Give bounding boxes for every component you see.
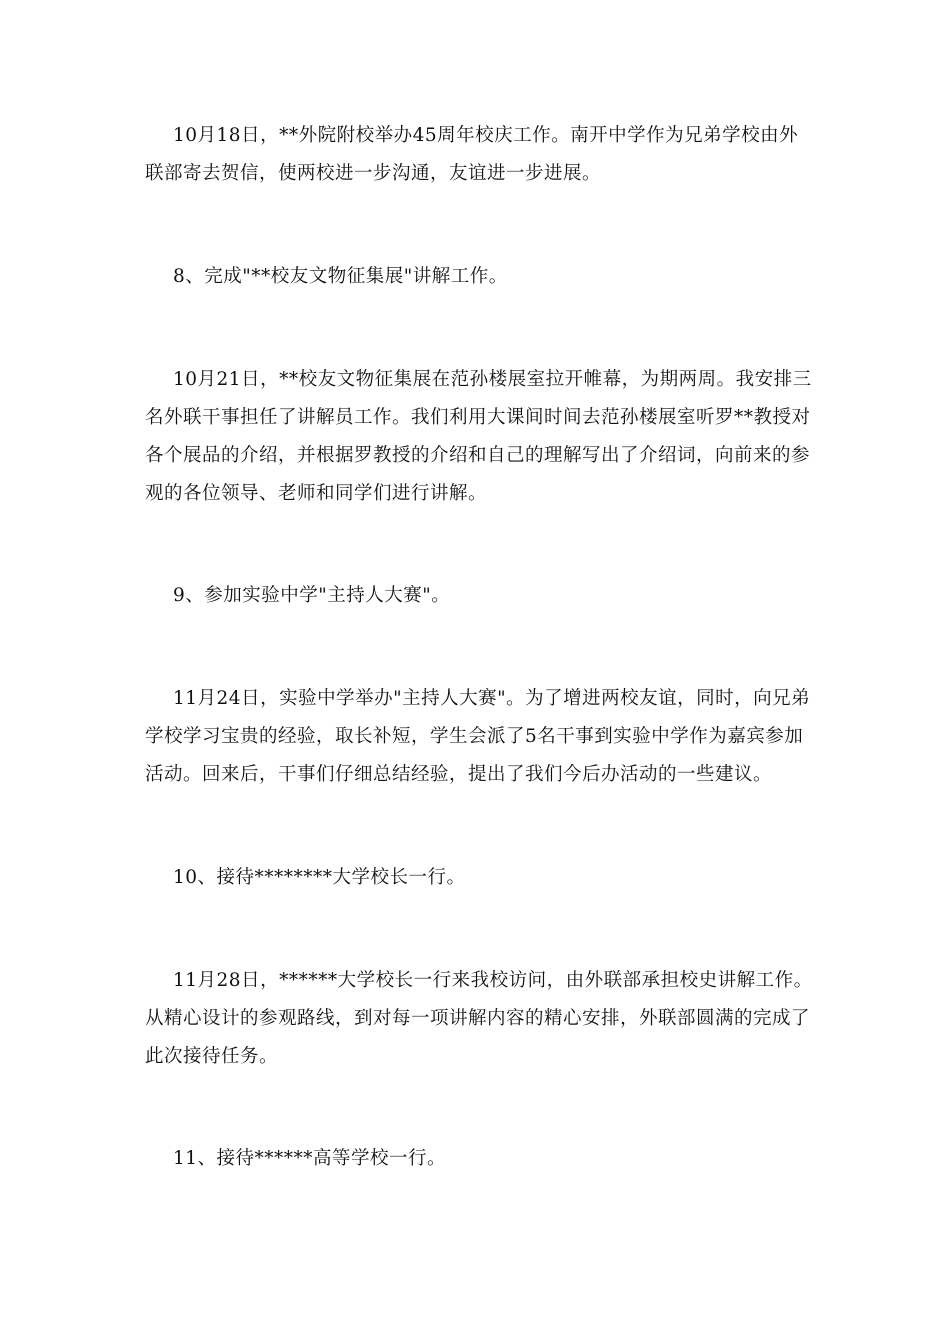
heading-item-9: 9、参加实验中学"主持人大赛"。 (173, 585, 451, 606)
heading-item-8: 8、完成"**校友文物征集展"讲解工作。 (173, 266, 508, 287)
heading-item-11: 11、接待******高等学校一行。 (173, 1148, 447, 1169)
paragraph-president-visit: 11月28日，******大学校长一行来我校访问，由外联部承担校史讲解工作。从精心设计的参观路线，到对每一项讲解内容的精心安排，外联部圆满的完成了此次接待任务。 (145, 970, 813, 1067)
paragraph-school-anniversary: 10月18日，**外院附校举办45周年校庆工作。南开中学作为兄弟学校由外联部寄去贺信，使两校进一步沟通，友谊进一步进展。 (145, 125, 799, 184)
paragraph-exhibition-guide: 10月21日，**校友文物征集展在范孙楼展室拉开帷幕，为期两周。我安排三名外联干事担任了讲解员工作。我们利用大课间时间去范孙楼展室听罗**教授对各个展品的介绍，并根据罗教授的介绍和自己的理解写出了介绍词，向前来的参观的各位领导、老师和同学们进行讲解。 (145, 369, 812, 504)
paragraph-host-contest: 11月24日，实验中学举办"主持人大赛"。为了增进两校友谊，同时，向兄弟学校学习宝贵的经验，取长补短，学生会派了5名干事到实验中学作为嘉宾参加活动。回来后，干事们仔细总结经验，提出了我们今后办活动的一些建议。 (145, 688, 811, 785)
heading-item-10: 10、接待********大学校长一行。 (173, 867, 466, 888)
